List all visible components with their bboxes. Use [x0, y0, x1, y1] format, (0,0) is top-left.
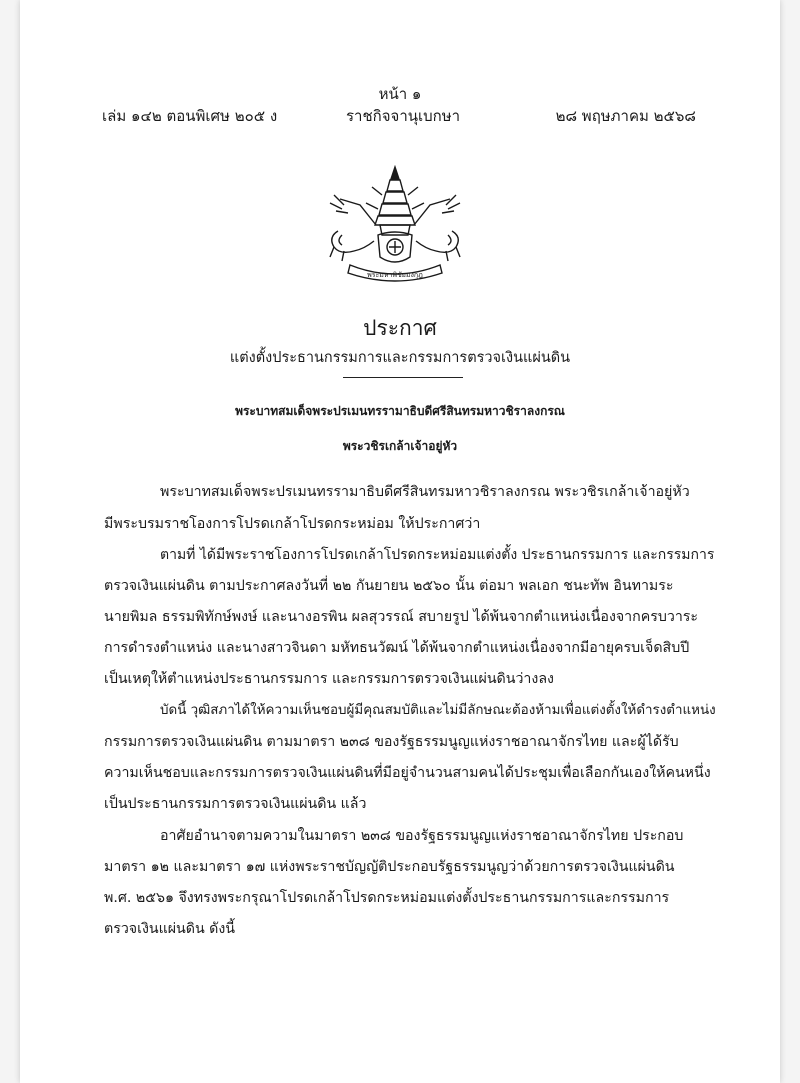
- body-line: ตรวจเงินแผ่นดิน ตามประกาศลงวันที่ ๒๒ กันยายน ๒๕๖๐ นั้น ต่อมา พลเอก ชนะทัพ อินทามระ: [104, 578, 674, 594]
- body-line: เป็นเหตุให้ตำแหน่งประธานกรรมการ และกรรมการตรวจเงินแผ่นดินว่างลง: [104, 671, 554, 687]
- gazette-header: [102, 104, 696, 126]
- emblem-inscription: พระมหาพิชัยมงกุฎ: [367, 271, 423, 279]
- gazette-page: [20, 0, 780, 1083]
- body-line: นายพิมล ธรรมพิทักษ์พงษ์ และนางอรพิน ผลสุวรรณ์ สบายรูป ได้พ้นจากตำแหน่งเนื่องจากครบวาระ: [104, 609, 699, 625]
- body-line: ตรวจเงินแผ่นดิน ดังนี้: [104, 921, 236, 937]
- divider: [343, 377, 463, 378]
- gazette-name: ราชกิจจานุเบกษา: [346, 107, 461, 125]
- announcement-subtitle: แต่งตั้งประธานกรรมการและกรรมการตรวจเงินแผ่นดิน: [229, 350, 571, 366]
- king-name-line-2: พระวชิรเกล้าเจ้าอยู่หัว: [342, 439, 458, 453]
- body-line: กรรมการตรวจเงินแผ่นดิน ตามมาตรา ๒๓๘ ของรัฐธรรมนูญแห่งราชอาณาจักรไทย และผู้ได้รับ: [104, 734, 679, 750]
- volume-info: เล่ม ๑๔๒ ตอนพิเศษ ๒๐๕ ง: [102, 107, 278, 125]
- body-line: ความเห็นชอบและกรรมการตรวจเงินแผ่นดินที่มีอยู่จำนวนสามคนได้ประชุมเพื่อเลือกกันเองให้คนหนึ่ง: [104, 765, 711, 781]
- body-line: อาศัยอำนาจตามความในมาตรา ๒๓๘ ของรัฐธรรมนูญแห่งราชอาณาจักรไทย ประกอบ: [160, 828, 684, 844]
- royal-garuda-emblem-icon: [320, 165, 470, 287]
- king-name-line-1: พระบาทสมเด็จพระปรเมนทรรามาธิบดีศรีสินทรมหาวชิราลงกรณ: [235, 404, 565, 418]
- body-line: พ.ศ. ๒๕๖๑ จึงทรงพระกรุณาโปรดเกล้าโปรดกระหม่อมแต่งตั้งประธานกรรมการและกรรมการ: [104, 890, 670, 906]
- page-number: หน้า ๑: [378, 85, 422, 103]
- body-line: มาตรา ๑๒ และมาตรา ๑๗ แห่งพระราชบัญญัติประกอบรัฐธรรมนูญว่าด้วยการตรวจเงินแผ่นดิน: [104, 859, 675, 875]
- announcement-title: ประกาศ: [363, 316, 437, 340]
- body-line: พระบาทสมเด็จพระปรเมนทรรามาธิบดีศรีสินทรมหาวชิราลงกรณ พระวชิรเกล้าเจ้าอยู่หัว: [160, 484, 690, 500]
- body-line: บัดนี้ วุฒิสภาได้ให้ความเห็นชอบผู้มีคุณสมบัติและไม่มีลักษณะต้องห้ามเพื่อแต่งตั้งให้ดำรงตำแหน่ง: [160, 703, 716, 718]
- publication-date: ๒๘ พฤษภาคม ๒๕๖๘: [555, 107, 696, 125]
- body-line: เป็นประธานกรรมการตรวจเงินแผ่นดิน แล้ว: [104, 796, 367, 812]
- body-line: มีพระบรมราชโองการโปรดเกล้าโปรดกระหม่อม ให้ประกาศว่า: [104, 516, 481, 532]
- body-line: การดำรงตำแหน่ง และนางสาวจินดา มหัทธนวัฒน์ ได้พ้นจากตำแหน่งเนื่องจากมีอายุครบเจ็ดสิบปี: [104, 640, 690, 656]
- body-line: ตามที่ ได้มีพระราชโองการโปรดเกล้าโปรดกระหม่อมแต่งตั้ง ประธานกรรมการ และกรรมการ: [160, 547, 715, 563]
